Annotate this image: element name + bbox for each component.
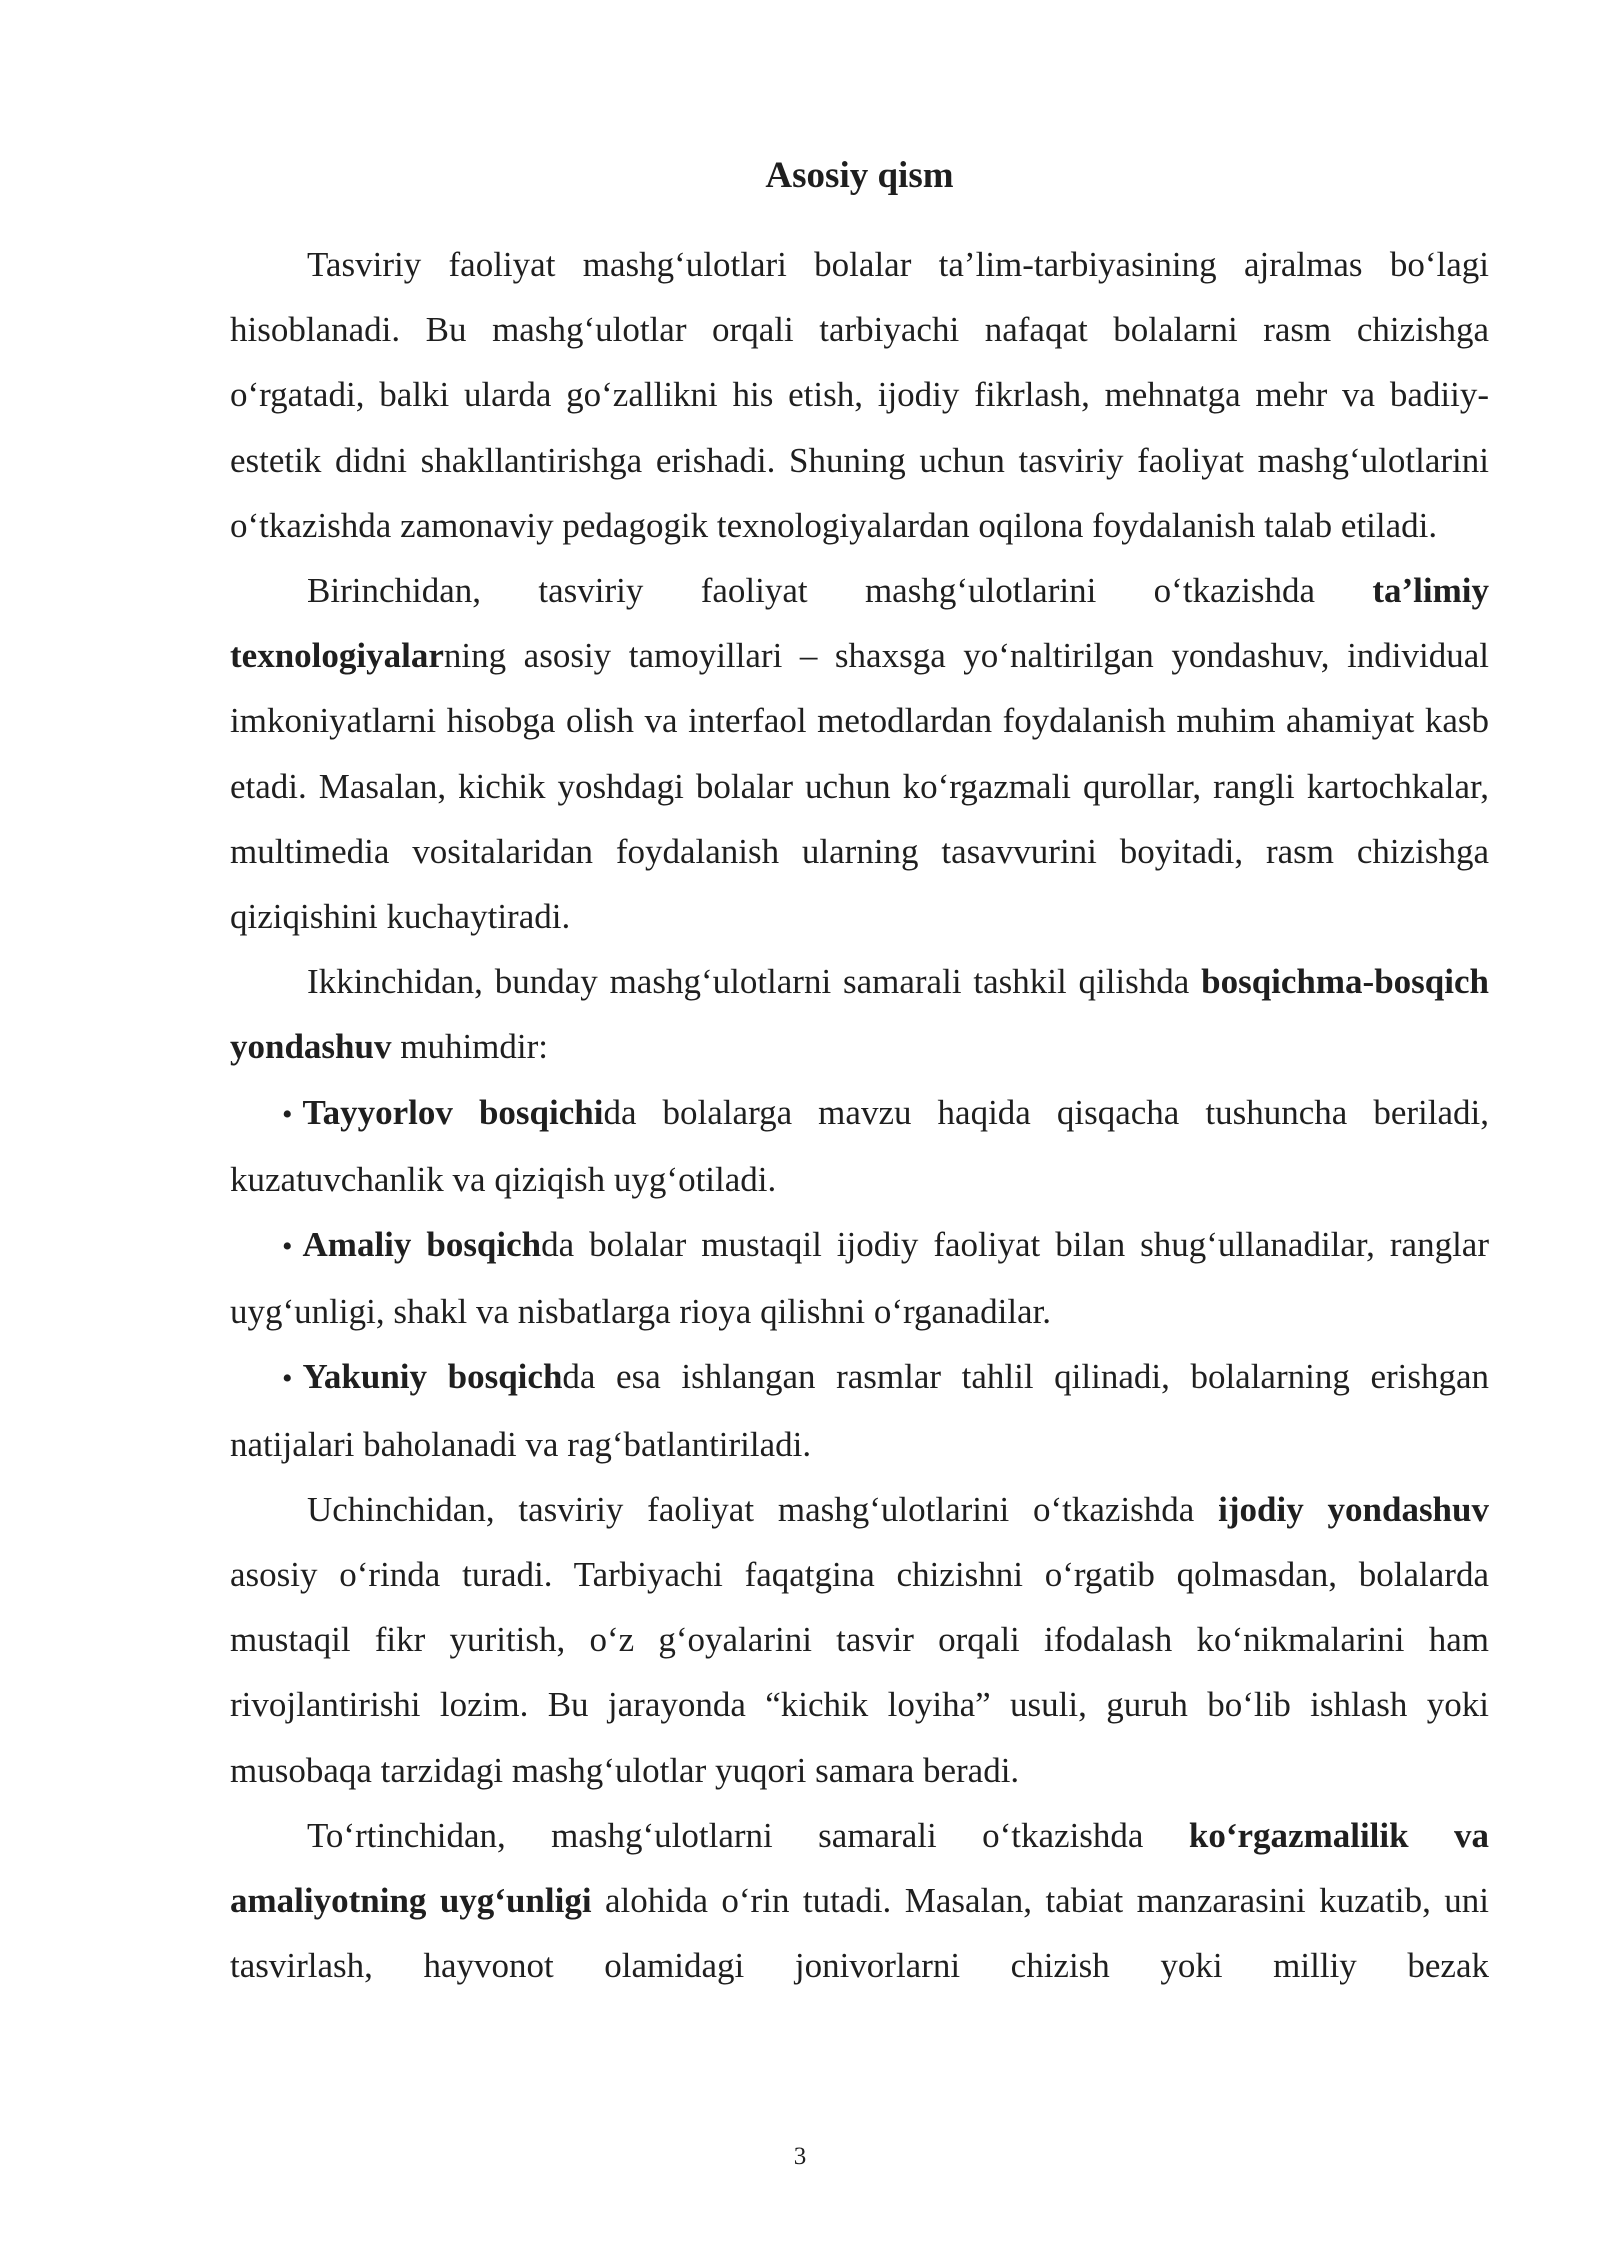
text-run: Birinchidan, tasviriy faoliyat mashg‘ulotlarini o‘tkazishda xyxy=(307,571,1373,611)
text-run: da esa ishlangan rasmlar tahlil qilinadi, bolalarning erishgan natijalari baholanadi va rag‘batlantiriladi. xyxy=(230,1357,1490,1464)
body-paragraph xyxy=(230,558,1489,949)
bold-text: ta’limiy texnologiyalar xyxy=(230,571,1489,676)
page-content xyxy=(230,150,1489,1998)
text-run: Tasviriy faoliyat mashg‘ulotlari bolalar ta’lim-tarbiyasining ajralmas bo‘lagi hisoblanadi. Bu mashg‘ulotlar orqali tarbiyachi nafaqat bolalarni rasm chizishga o‘rgatadi, balki ularda go‘zallikni his etish, ijodiy fikrlash, mehnatga mehr va badiiy-estetik didni shakllantirishga erishadi. Shuning uchun tasviriy faoliyat mashg‘ulotlarini o‘tkazishda zamonaviy pedagogik texnologiyalardan oqilona foydalanish talab etiladi. xyxy=(230,245,1489,545)
text-run: asosiy o‘rinda turadi. Tarbiyachi faqatgina chizishni o‘rgatib qolmasdan, bolalarda mustaqil fikr yuritish, o‘z g‘oyalarini tasvir orqali ifodalash ko‘nikmalarini ham rivojlantirishi lozim. Bu jarayonda “kichik loyiha” usuli, guruh bo‘lib ishlash yoki musobaqa tarzidagi mashg‘ulotlar yuqori samara beradi. xyxy=(230,1555,1489,1790)
bold-text: Tayyorlov bosqichi xyxy=(302,1092,604,1132)
body-paragraph xyxy=(230,1477,1489,1803)
bold-text: Yakuniy bosqich xyxy=(302,1357,563,1397)
bullet-item xyxy=(230,1344,1489,1476)
body-text xyxy=(230,232,1489,1998)
bullet-item xyxy=(230,1080,1489,1212)
bold-text: bosqichma-bosqich yondashuv xyxy=(230,962,1489,1067)
page-number: 3 xyxy=(793,2143,807,2170)
bold-text: ko‘rgazmalilik va amaliyotning uyg‘unligi xyxy=(230,1815,1489,1921)
text-run: muhimdir: xyxy=(391,1027,549,1067)
text-run: da bolalar mustaqil ijodiy faoliyat bilan shug‘ullanadilar, ranglar uyg‘unligi, shakl va nisbatlarga rioya qilishni o‘rganadilar. xyxy=(230,1225,1489,1332)
text-run: To‘rtinchidan, mashg‘ulotlarni samarali o‘tkazishda xyxy=(307,1815,1189,1855)
bold-text: Amaliy bosqich xyxy=(302,1225,542,1265)
body-paragraph xyxy=(230,232,1489,558)
bold-text: ijodiy yondashuv xyxy=(1218,1489,1489,1529)
body-paragraph xyxy=(230,1803,1489,1999)
bullet-marker: • xyxy=(282,1362,293,1396)
text-run: alohida o‘rin tutadi. Masalan, tabiat manzarasini kuzatib, uni tasvirlash, hayvonot olamidagi jonivorlarni chizish yoki milliy bezak xyxy=(230,1881,1490,1986)
bullet-marker: • xyxy=(282,1230,293,1264)
bullet-item xyxy=(230,1212,1489,1344)
text-run: da bolalarga mavzu haqida qisqacha tushuncha beriladi, kuzatuvchanlik va qiziqish uyg‘otiladi. xyxy=(230,1092,1489,1199)
text-run: Uchinchidan, tasviriy faoliyat mashg‘ulotlarini o‘tkazishda xyxy=(307,1489,1219,1529)
text-run: Ikkinchidan, bunday mashg‘ulotlarni samarali tashkil qilishda xyxy=(307,962,1202,1002)
text-run: ning asosiy tamoyillari – shaxsga yo‘naltirilgan yondashuv, individual imkoniyatlarni hisobga olish va interfaol metodlardan foydalanish muhim ahamiyat kasb etadi. Masalan, kichik yoshdagi bolalar uchun ko‘rgazmali qurollar, rangli kartochkalar, multimedia vositalaridan foydalanish ularning tasavvurini boyitadi, rasm chizishga qiziqishini kuchaytiradi. xyxy=(230,636,1489,937)
page-title: Asosiy qism xyxy=(765,155,954,196)
body-paragraph xyxy=(230,949,1489,1079)
bullet-marker: • xyxy=(282,1097,293,1131)
